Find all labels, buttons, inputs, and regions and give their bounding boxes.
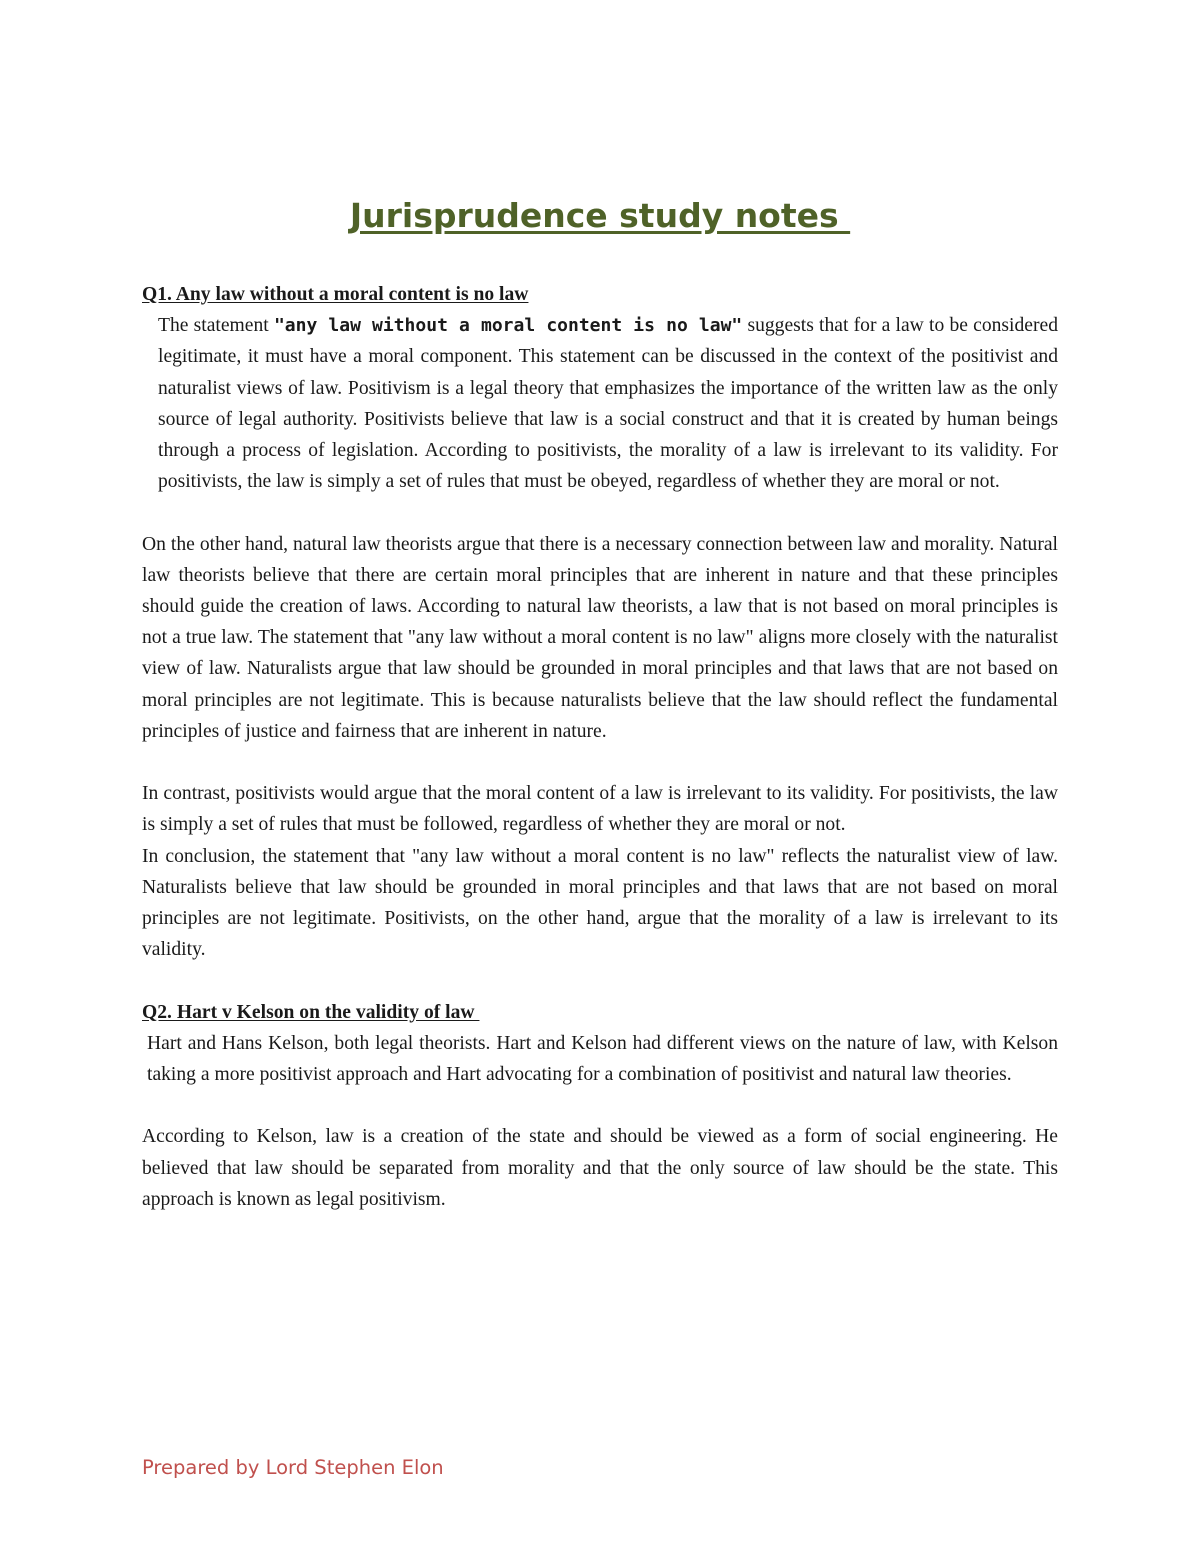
document-body [142,279,1058,1215]
q1-heading: Q1. Any law without a moral content is no law [142,284,529,305]
q1-paragraph-3: In contrast, positivists would argue that the moral content of a law is irrelevant to its validity. For positivists, the law is simply a set of rules that must be followed, regardless of whether they are moral or not. [142,783,1058,836]
q1-p1-rest: suggests that for a law to be considered legitimate, it must have a moral component. This statement can be discussed in the context of the positivist and naturalist views of law. Positivism is a legal theory that emphasizes the importance of the written law as the only source of legal authority. Positivists believe that law is a social construct and that it is created by human beings through a process of legislation. According to positivists, the morality of a law is irrelevant to its validity. For positivists, the law is simply a set of rules that must be obeyed, regardless of whether they are moral or not. [158,315,1059,493]
q1-p1-quote: "any law without a moral content is no law" [273,315,743,337]
q2-heading: Q2. Hart v Kelson on the validity of law [142,1001,480,1023]
paragraph-gap [142,1090,1058,1121]
q2-paragraph-1: Hart and Hans Kelson, both legal theorists. Hart and Kelson had different views on the nature of law, with Kelson taking a more positivist approach and Hart advocating for a combination of positivist and natural law theories. [147,1032,1058,1086]
document-title: Jurisprudence study notes [349,196,851,235]
paragraph-gap [142,497,1058,528]
document-footer: Prepared by Lord Stephen Elon [142,1456,444,1479]
q1-p1-prefix: The statement [158,315,274,337]
q1-paragraph-1 [142,310,1058,497]
q2-paragraph-2: According to Kelson, law is a creation of the state and should be viewed as a form of social engineering. He believed that law should be separated from morality and that the only source of law should be the state. This approach is known as legal positivism. [142,1126,1058,1210]
q1-paragraph-2: On the other hand, natural law theorists argue that there is a necessary connection between law and morality. Natural law theorists believe that there are certain moral principles that are inherent in nature and that these principles should guide the creation of laws. According to natural law theorists, a law that is not based on moral principles is not a true law. The statement that "any law without a moral content is no law" aligns more closely with the naturalist view of law. Naturalists argue that law should be grounded in moral principles and that laws that are not based on moral principles are not legitimate. This is because naturalists believe that the law should reflect the fundamental principles of justice and fairness that are inherent in nature. [142,533,1058,742]
paragraph-gap [142,965,1058,996]
paragraph-gap [142,747,1058,778]
q1-paragraph-4: In conclusion, the statement that "any law without a moral content is no law" reflects the naturalist view of law. Naturalists believe that law should be grounded in moral principles and that laws that are not based on moral principles are not legitimate. Positivists, on the other hand, argue that the morality of a law is irrelevant to its validity. [142,845,1058,961]
